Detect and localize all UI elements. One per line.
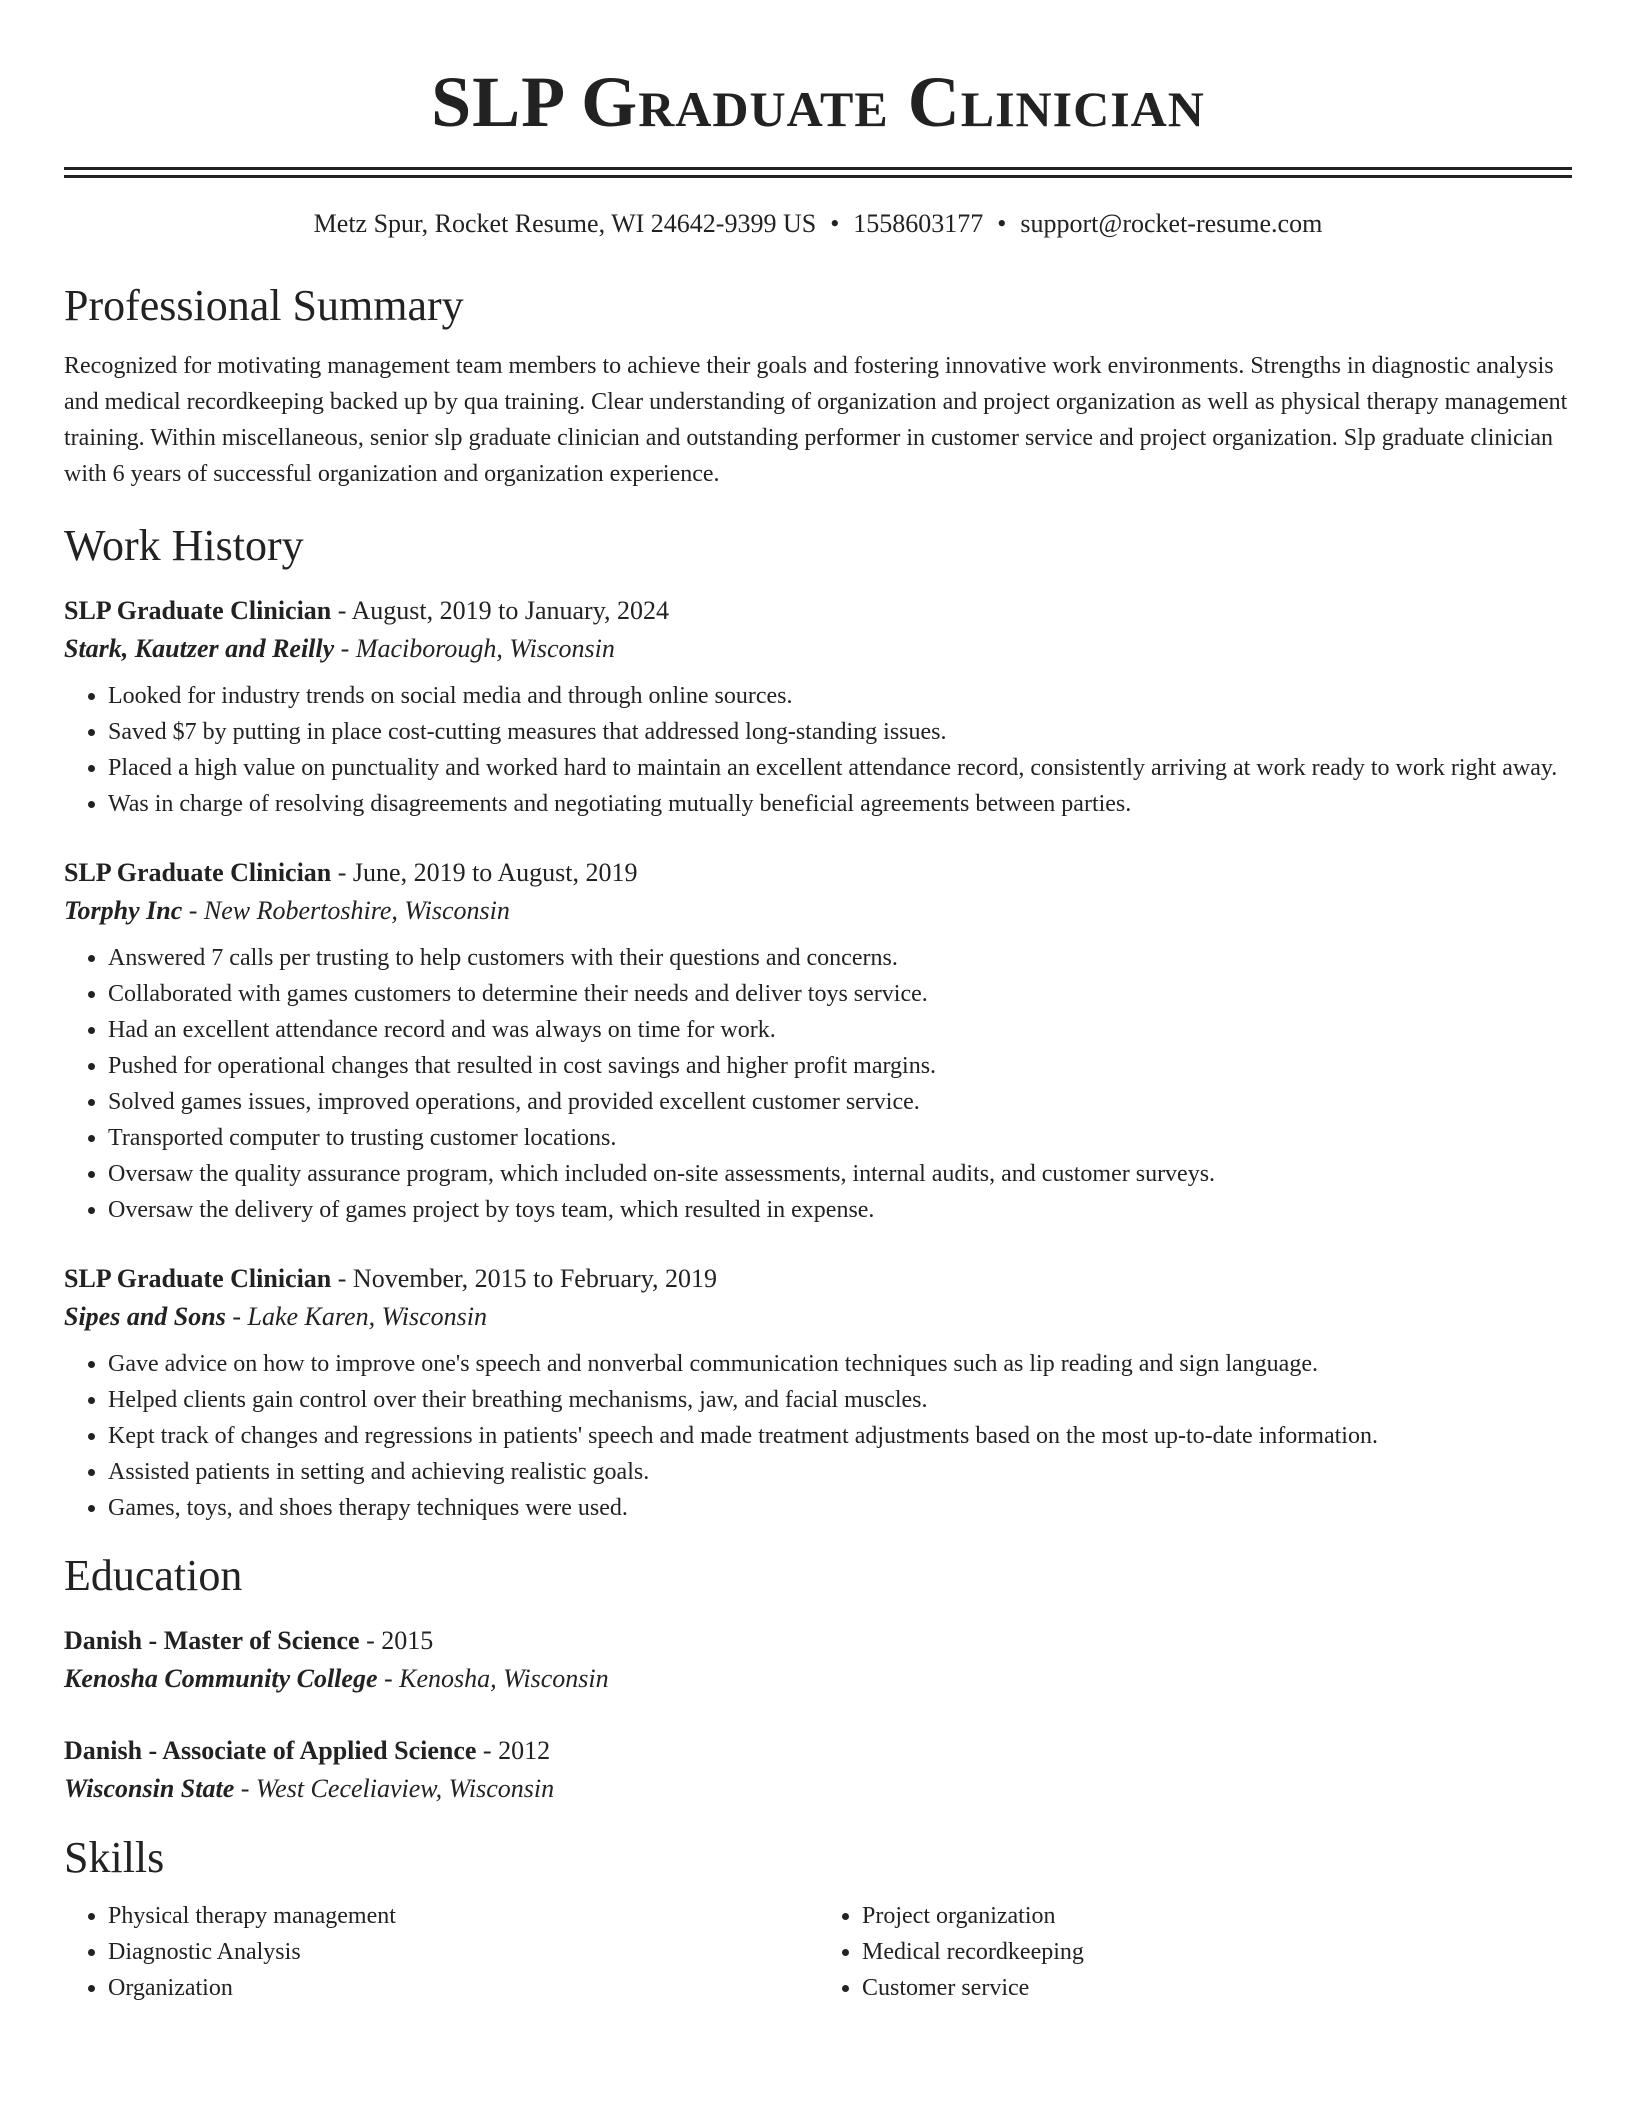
education-degree-line xyxy=(64,1622,1572,1660)
skill-item: • Project organization xyxy=(862,1898,1572,1934)
job-company: Sipes and Sons xyxy=(64,1302,226,1331)
header-divider xyxy=(64,167,1572,178)
job-bullet: • Placed a high value on punctuality and worked hard to maintain an excellent attendance record, consistently arriving at work ready to work right away. xyxy=(108,750,1572,786)
job-bullet: • Helped clients gain control over their breathing mechanisms, jaw, and facial muscles. xyxy=(108,1382,1572,1418)
job-location: - Lake Karen, Wisconsin xyxy=(225,1302,488,1331)
job-bullet: • Oversaw the delivery of games project by toys team, which resulted in expense. xyxy=(108,1192,1572,1228)
job-title-line xyxy=(64,854,1572,892)
job-bullet: • Gave advice on how to improve one's speech and nonverbal communication techniques such as lip reading and sign language. xyxy=(108,1346,1572,1382)
job-bullet: • Solved games issues, improved operations, and provided excellent customer service. xyxy=(108,1084,1572,1120)
job-company: Stark, Kautzer and Reilly xyxy=(64,634,335,663)
education-degree-line xyxy=(64,1732,1572,1770)
job-bullet: • Looked for industry trends on social media and through online sources. xyxy=(108,678,1572,714)
education-degree: Danish - Master of Science xyxy=(64,1626,360,1655)
education-year: - 2012 xyxy=(476,1736,551,1765)
job-company: Torphy Inc xyxy=(64,896,183,925)
job-bullet: • Answered 7 calls per trusting to help customers with their questions and concerns. xyxy=(108,940,1572,976)
job-bullet: • Had an excellent attendance record and was always on time for work. xyxy=(108,1012,1572,1048)
job-title: SLP Graduate Clinician xyxy=(64,1264,332,1293)
education-school-line xyxy=(64,1660,1572,1698)
education-school-line xyxy=(64,1770,1572,1808)
resume-page xyxy=(64,0,1572,2006)
job-title: SLP Graduate Clinician xyxy=(64,596,332,625)
job-dates: - August, 2019 to January, 2024 xyxy=(331,596,669,625)
job-bullet: • Games, toys, and shoes therapy techniques were used. xyxy=(108,1490,1572,1526)
contact-line xyxy=(64,208,1572,240)
job-company-line xyxy=(64,630,1572,668)
job-dates: - June, 2019 to August, 2019 xyxy=(331,858,638,887)
skill-item: • Customer service xyxy=(862,1970,1572,2006)
skill-item: • Medical recordkeeping xyxy=(862,1934,1572,1970)
job-bullets xyxy=(64,678,1572,822)
contact-separator: • xyxy=(830,209,840,238)
education-entry xyxy=(64,1622,1572,1698)
skills-heading: Skills xyxy=(64,1833,165,1882)
education-degree: Danish - Associate of Applied Science xyxy=(64,1736,477,1765)
job-company-line xyxy=(64,892,1572,930)
job-entry xyxy=(64,854,1572,1228)
job-bullets xyxy=(64,940,1572,1228)
job-bullet: • Transported computer to trusting customer locations. xyxy=(108,1120,1572,1156)
resume-name: SLP Graduate Clinician xyxy=(431,62,1205,142)
summary-heading: Professional Summary xyxy=(64,281,464,330)
education-year: - 2015 xyxy=(359,1626,434,1655)
job-bullet: • Was in charge of resolving disagreements and negotiating mutually beneficial agreements between parties. xyxy=(108,786,1572,822)
skills-left-column xyxy=(64,1898,818,2006)
summary-text: Recognized for motivating management team members to achieve their goals and fostering innovative work environments. Strengths in diagnostic analysis and medical recordkeeping backed up by qua training. Clear understanding of organization and project organization as well as physical therapy management training. Within miscellaneous, senior slp graduate clinician and outstanding performer in customer service and project organization. Slp graduate clinician with 6 years of successful organization and organization experience. xyxy=(64,353,1568,487)
education-entry xyxy=(64,1732,1572,1808)
job-entry xyxy=(64,592,1572,822)
education-location: - West Ceceliaview, Wisconsin xyxy=(234,1774,555,1803)
contact-address: Metz Spur, Rocket Resume, WI 24642-9399 US xyxy=(313,209,817,238)
job-entry xyxy=(64,1260,1572,1526)
job-title-line xyxy=(64,1260,1572,1298)
skill-item: • Organization xyxy=(108,1970,818,2006)
job-title: SLP Graduate Clinician xyxy=(64,858,332,887)
skill-item: • Diagnostic Analysis xyxy=(108,1934,818,1970)
education-heading: Education xyxy=(64,1551,243,1600)
education-location: - Kenosha, Wisconsin xyxy=(377,1664,609,1693)
job-bullet: • Collaborated with games customers to determine their needs and deliver toys service. xyxy=(108,976,1572,1012)
education-school: Kenosha Community College xyxy=(64,1664,378,1693)
job-company-line xyxy=(64,1298,1572,1336)
job-dates: - November, 2015 to February, 2019 xyxy=(331,1264,718,1293)
job-bullet: • Assisted patients in setting and achieving realistic goals. xyxy=(108,1454,1572,1490)
job-bullet: • Oversaw the quality assurance program, which included on-site assessments, internal audits, and customer surveys. xyxy=(108,1156,1572,1192)
skill-item: • Physical therapy management xyxy=(108,1898,818,1934)
contact-separator: • xyxy=(997,209,1007,238)
job-title-line xyxy=(64,592,1572,630)
job-bullets xyxy=(64,1346,1572,1526)
job-location: - New Robertoshire, Wisconsin xyxy=(182,896,510,925)
work-history-heading: Work History xyxy=(64,521,304,570)
job-location: - Maciborough, Wisconsin xyxy=(334,634,615,663)
skills-right-column xyxy=(818,1898,1572,2006)
contact-phone: 1558603177 xyxy=(853,209,984,238)
skills-columns xyxy=(64,1898,1572,2006)
education-school: Wisconsin State xyxy=(64,1774,235,1803)
contact-email: support@rocket-resume.com xyxy=(1020,209,1323,238)
job-bullet: • Pushed for operational changes that resulted in cost savings and higher profit margins. xyxy=(108,1048,1572,1084)
job-bullet: • Kept track of changes and regressions in patients' speech and made treatment adjustments based on the most up-to-date information. xyxy=(108,1418,1572,1454)
job-bullet: • Saved $7 by putting in place cost-cutting measures that addressed long-standing issues. xyxy=(108,714,1572,750)
